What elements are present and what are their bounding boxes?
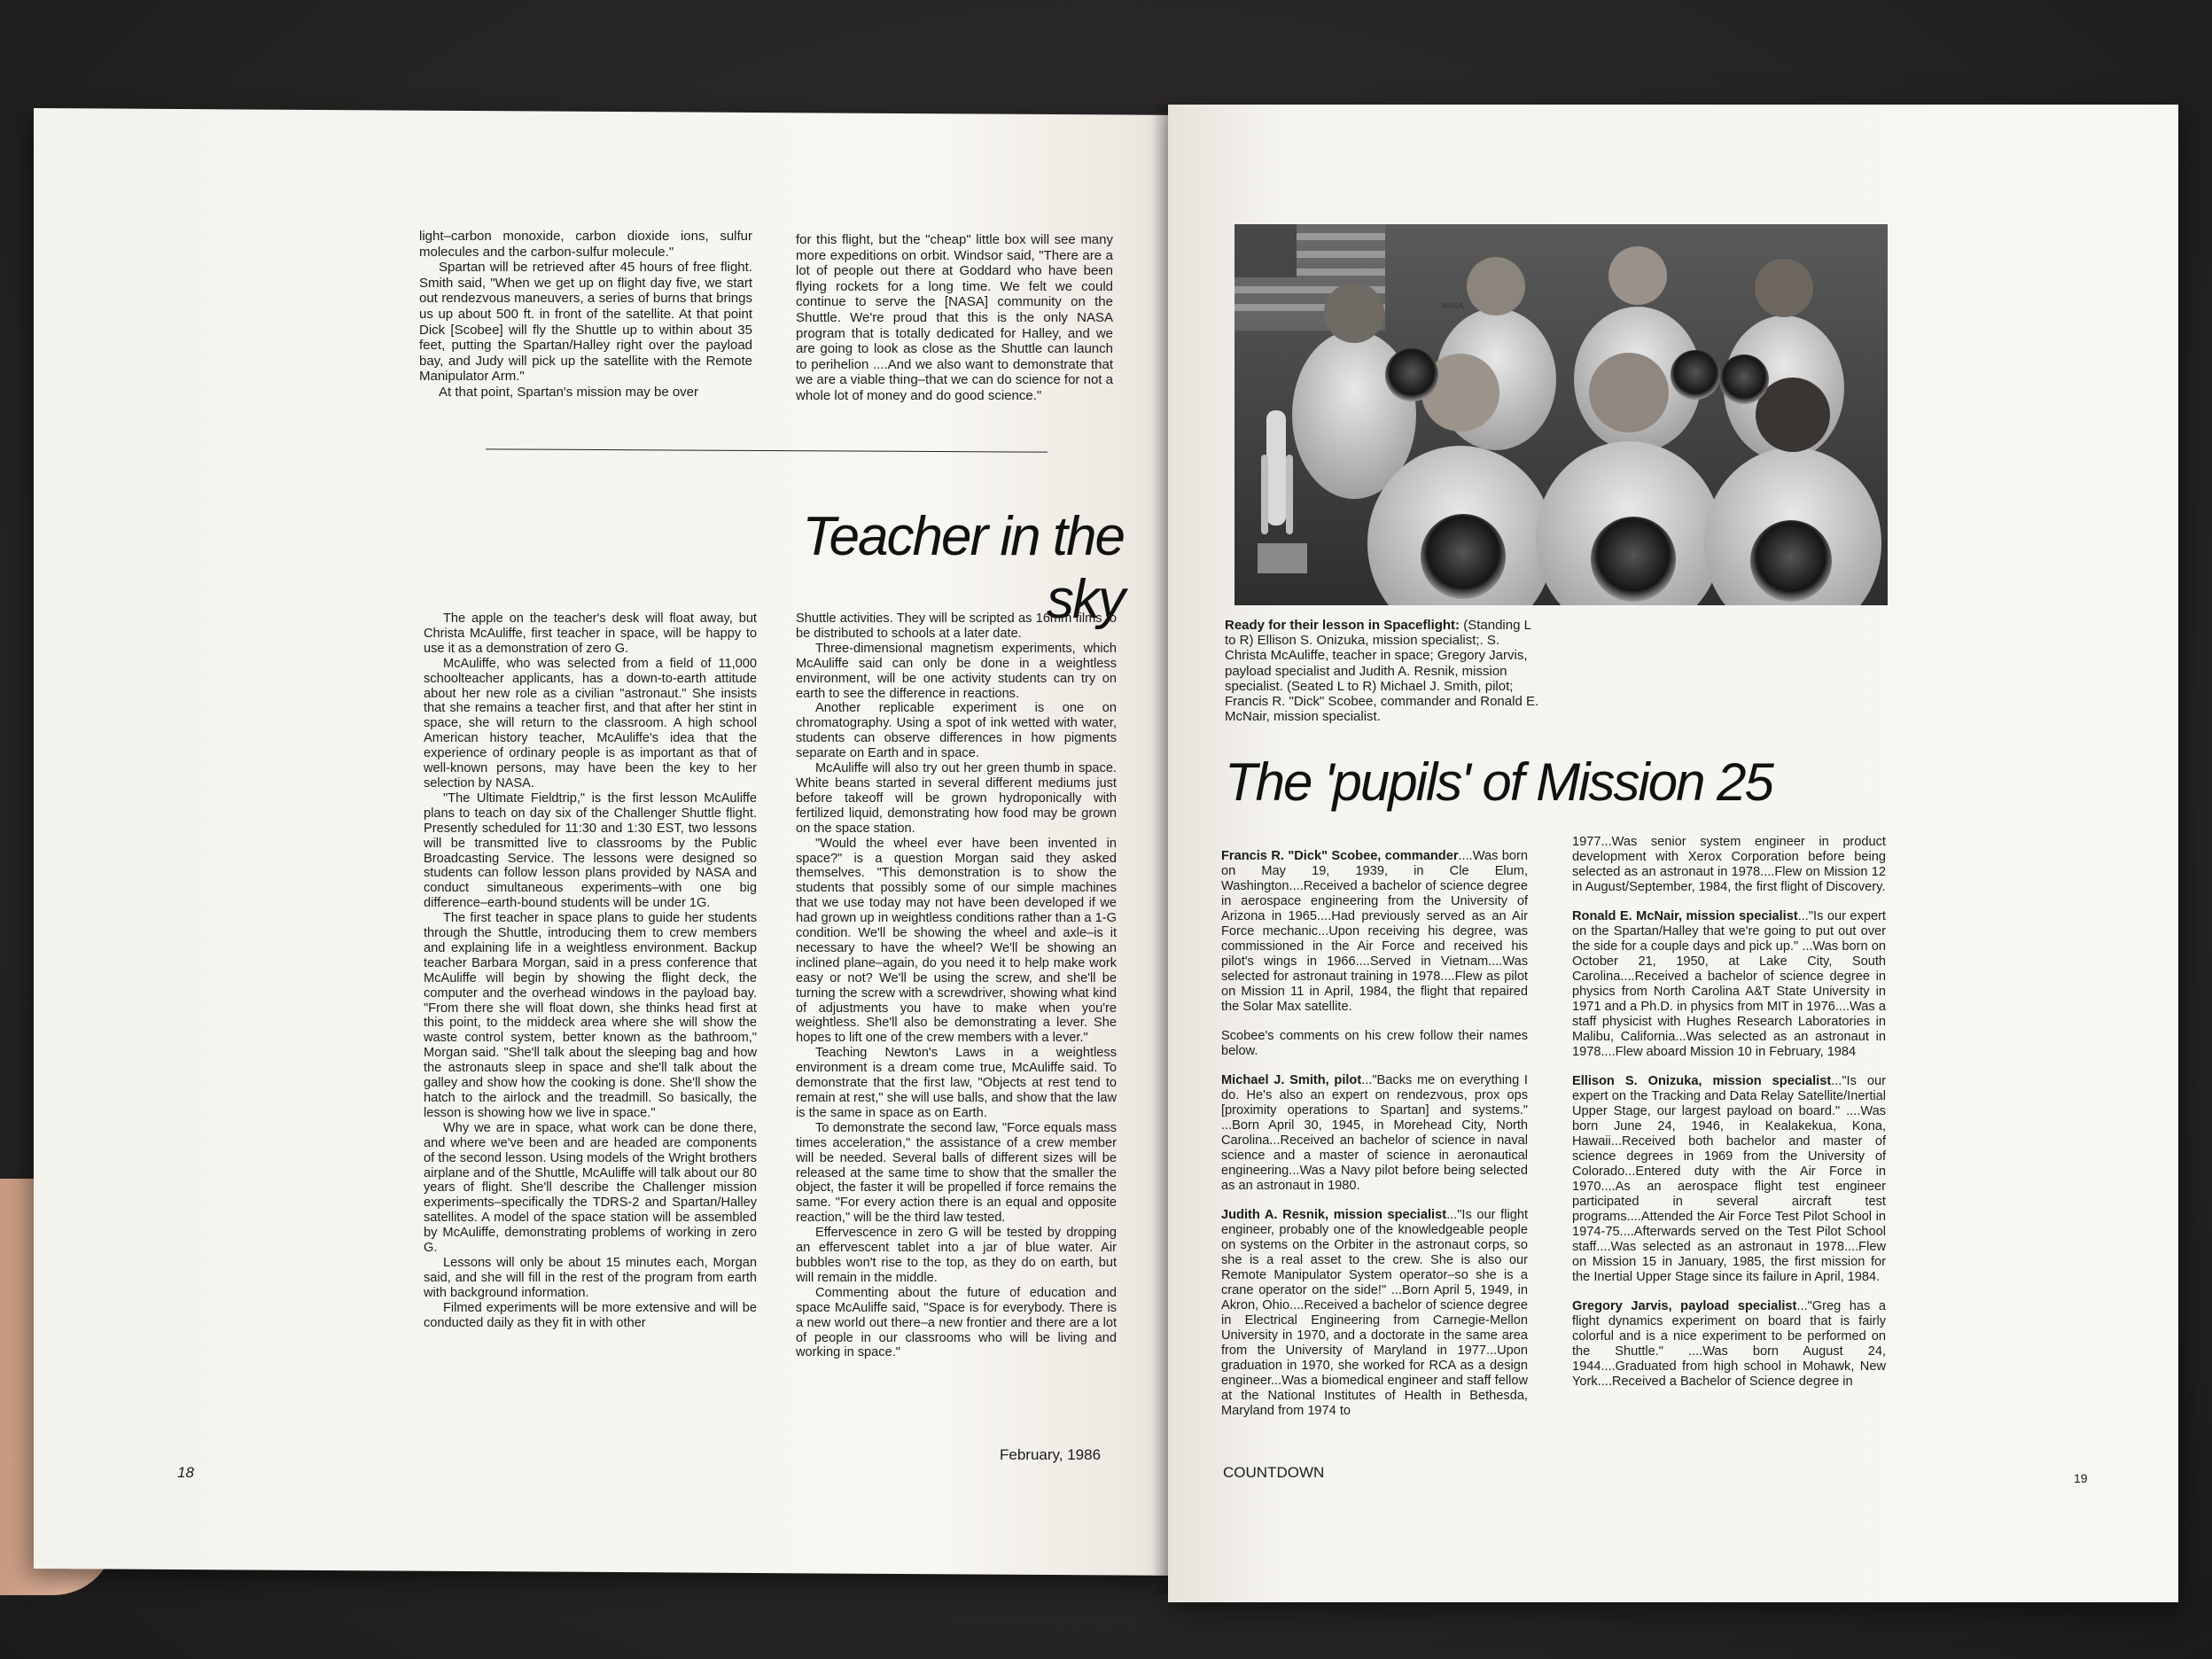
paragraph: McAuliffe, who was selected from a field of 11,000 schoolteacher applicants, has a down-to-earth attitude about her new role as a civilian "astronaut." She insists that she remains a teacher first, and that after her stint in space, she will return to the classroom. A high school American history teacher, McAuliffe's idea that the experience of ordinary people is as important as that of well-known persons, may have been the key to her selection by NASA.	[424, 656, 757, 791]
bio-mcnair	[1572, 909, 1886, 1060]
bio-name: Judith A. Resnik, mission specialist	[1221, 1208, 1447, 1222]
bio-text: ....Was born on May 19, 1939, in Cle Elum, Washington....Received a bachelor of science degree in aerospace engineering from the University of Arizona in 1965....Had previously served as an Air Force mechanic...Upon receiving his degree, was commissioned in the Air Force and received his pilot's wings in 1966....Served in Vietnam....Was selected for astronaut training in 1978....Flew as pilot on Mission 11 in April, 1984, the flight that repaired the Solar Max satellite.	[1221, 849, 1528, 1014]
paragraph: McAuliffe will also try out her green thumb in space. White beans started in several different mediums just before takeoff will be grown hydroponically with fertilized liquid, demonstrating how food may be grown on the space station.	[796, 761, 1117, 836]
bio-jarvis	[1572, 1299, 1886, 1390]
bio-scobee-continued	[1572, 835, 1886, 895]
bio-text: ..."Is our expert on the Tracking and Data Relay Satellite/Inertial Upper Stage, our largest payload on board." ....Was born June 24, 1946, in Kealakekua, Kona, Hawaii...Received both bachelor and master of science degrees in 1969 from the University of Colorado...Entered duty with the Air Force in 1970....As an aerospace flight test engineer participated in several aircraft test programs....Attended the Air Force Test Pilot School in 1974-75....Afterwards served on the Test Pilot School staff....Was selected as an astronaut in 1978....Flew on Mission 15 in January, 1985, the first mission for the Inertial Upper Stage since its failure in April, 1984.	[1572, 1074, 1886, 1284]
bio-text: Scobee's comments on his crew follow their names below.	[1221, 1029, 1528, 1058]
paragraph: for this flight, but the "cheap" little box will see many more expeditions on orbit. Windsor said, "There are a lot of people out there at Goddard who have been flying rockets for a long time. We felt we could continue to serve the [NASA] community on the Shuttle. We're proud that this is the only NASA program that is totally dedicated for Halley, and we are going to look as close as the Shuttle can launch to perihelion ....And we also want to demonstrate that we are a viable thing–that we can do science for not a whole lot of money and do good science."	[796, 232, 1113, 403]
paragraph: Effervescence in zero G will be tested by dropping an effervescent tablet into a jar of blue water. Air bubbles won't rise to the top, as they do on earth, but will remain in the middle.	[796, 1226, 1117, 1285]
left-top-column-2	[796, 232, 1113, 404]
paragraph: Another replicable experiment is one on chromatography. Using a spot of ink wetted with water, students can observe differences in how pigments separate on Earth and in space.	[796, 701, 1117, 761]
nasa-patch-text: NASA	[1442, 301, 1464, 310]
paragraph: Lessons will only be about 15 minutes each, Morgan said, and she will fill in the rest of the program from earth with background information.	[424, 1255, 757, 1300]
paragraph: Teaching Newton's Laws in a weightless environment is a dream come true, McAuliffe said. To demonstrate that the first law, "Objects at rest tend to remain at rest," she will use balls, and show that the law is the same in space as on Earth.	[796, 1046, 1117, 1120]
photo-caption	[1225, 618, 1544, 724]
bio-text: ..."Backs me on everything I do. He's also an expert on rendezvous, prox ops [proximity operations to Spartan] and systems." ...Born April 30, 1945, in Morehead City, North Carolina...Received an bachelor of science in naval science and a master of science in aeronautical engineering...Was a Navy pilot before being selected as an astronaut in 1980.	[1221, 1073, 1528, 1193]
headline-pupils-mission-25: The 'pupils' of Mission 25	[1225, 752, 1772, 812]
bio-column-2	[1572, 835, 1886, 1404]
paragraph: "Would the wheel ever have been invented in space?" is a question Morgan said they asked themselves. "This demonstration is to show the students that possibly some of our simple machines that we use today may not have been developed if we had grown up in weightless conditions rather than a 1-G condition. We'll be showing the wheel and axle–is it necessary to have the wheel? We'll be showing an inclined plane–again, do you need it to help make work easy or not? We'll be using the screw, and she'll be turning the screw with a screwdriver, showing what kind of adjustments you have to make when you're weightless. She'll also be demonstrating a lever. She hopes to lift one of the crew members with a lever."	[796, 836, 1117, 1046]
bio-text: 1977...Was senior system engineer in product development with Xerox Corporation before being selected as an astronaut in 1978....Flew on Mission 12 in August/September, 1984, the first flight of Discovery.	[1572, 835, 1886, 894]
bio-name: Michael J. Smith, pilot	[1221, 1073, 1362, 1087]
headline-teacher-in-the-sky: Teacher in the sky	[802, 506, 1124, 630]
paragraph: Filmed experiments will be more extensive and will be conducted daily as they fit in with other	[424, 1300, 757, 1330]
paragraph: "The Ultimate Fieldtrip," is the first lesson McAuliffe plans to teach on day six of the Challenger Shuttle flight. Presently scheduled for 11:30 and 1:30 EST, two lessons will be transmitted live to classrooms by the Public Broadcasting Service. The lessons were designed so students can follow lesson plans provided by NASA and conduct simultaneous experiments–with one big difference–earth-bound students will be under 1G.	[424, 791, 757, 911]
paragraph: Three-dimensional magnetism experiments, which McAuliffe said can only be done in a weightless environment, will be one activity students can try on earth to see the difference in reactions.	[796, 641, 1117, 701]
bio-intro	[1221, 1029, 1528, 1059]
caption-text: (Standing L to R) Ellison S. Onizuka, mission specialist;. S. Christa McAuliffe, teacher in space; Gregory Jarvis, payload specialist and Judith A. Resnik, mission specialist. (Seated L to R) Michael J. Smith, pilot; Francis R. "Dick" Scobee, commander and Ronald E. McNair, mission specialist.	[1225, 618, 1539, 725]
caption-title: Ready for their lesson in Spaceflight:	[1225, 618, 1460, 633]
bio-name: Ronald E. McNair, mission specialist	[1572, 909, 1798, 923]
bio-scobee	[1221, 849, 1528, 1015]
left-top-column-1	[419, 229, 752, 401]
bio-resnik	[1221, 1208, 1528, 1419]
crew-photo-drawing	[1235, 224, 1888, 605]
article-column-2	[796, 611, 1117, 1360]
bio-onizuka	[1572, 1074, 1886, 1285]
bio-smith	[1221, 1073, 1528, 1194]
paragraph: Shuttle activities. They will be scripted as 16mm films to be distributed to schools at a later date.	[796, 611, 1117, 641]
bio-column-1	[1221, 849, 1528, 1433]
bio-name: Gregory Jarvis, payload specialist	[1572, 1299, 1797, 1313]
bio-text: ..."Greg has a flight dynamics experiment on board that is fairly colorful and is a nice experiment to be performed on the Shuttle." ....Was born August 24, 1944....Graduated from high school in Mohawk, New York....Received a Bachelor of Science degree in	[1572, 1299, 1887, 1389]
paragraph: The apple on the teacher's desk will float away, but Christa McAuliffe, first teacher in space, will be happy to use it as a demonstration of zero G.	[424, 611, 757, 656]
paragraph: To demonstrate the second law, "Force equals mass times acceleration," the assistance of a crew member will be needed. Several balls of different sizes will be released at the same time to show that the smaller the object, the faster it will be propelled if force remains the same. "For every action there is an equal and opposite reaction," will be the third law tested.	[796, 1120, 1117, 1226]
paragraph: The first teacher in space plans to guide her students through the Shuttle, introducing them to crew members and explaining life in a weightless environment. Backup teacher Barbara Morgan, said in a press conference that McAuliffe will begin by showing the flight deck, the computer and the overhead windows in the payload bay. "From there she will float down, she thinks head first at this point, to the middeck area where she will show the waste control system, better known as the bathroom," Morgan said. "She'll talk about the sleeping bag and how the astronauts sleep in space and she'll talk about the galley and show how the cooking is done. She'll show the hatch to the airlock and the treadmill. So basically, the lesson is showing how we live in space."	[424, 911, 757, 1120]
bio-name: Ellison S. Onizuka, mission specialist	[1572, 1074, 1832, 1088]
paragraph: At that point, Spartan's mission may be over	[439, 384, 699, 400]
paragraph: Why we are in space, what work can be done there, and where we've been and are headed are components of the second lesson. Using models of the Wright brothers airplane and of the Shuttle, McAuliffe will talk about our 80 years of flight. She'll describe the Challenger mission experiments–specifically the TDRS-2 and Spartan/Halley satellites. A model of the space station will be assembled by McAuliffe, demonstrating problems of working in zero G.	[424, 1120, 757, 1256]
page-number-right: 19	[2074, 1471, 2088, 1485]
paragraph: light–carbon monoxide, carbon dioxide ions, sulfur molecules and the carbon-sulfur molecule."	[419, 229, 752, 260]
bio-text: ..."Is our flight engineer, probably one of the knowledgeable people on systems on the Orbiter in the astronaut corps, so she is a real asset to the crew. She is also our Remote Manipulator System operator–so she is a crane operator on the side!" ...Born April 5, 1949, in Akron, Ohio....Received a bachelor of science degree in Electrical Engineering from Carnegie-Mellon University in 1970, and a doctorate in the same area from the University of Maryland in 1977...Upon graduation in 1970, she worked for RCA as a design engineer...Was a biomedical engineer and staff fellow at the National Institutes of Health in Bethesda, Maryland from 1974 to	[1221, 1208, 1529, 1418]
paragraph: Spartan will be retrieved after 45 hours of free flight. Smith said, "When we get up on flight day five, we start out rendezvous maneuvers, a series of burns that brings us up about 500 ft. in front of the satellite. At that point Dick [Scobee] will fly the Shuttle up to within about 35 feet, putting the Spartan/Halley right over the payload bay, and Judy will pick up the satellite with the Remote Manipulator Arm."	[419, 260, 752, 385]
page-number-left: 18	[177, 1464, 194, 1481]
bio-text: ..."Is our expert on the Spartan/Halley that we're going to put out over the side for a couple days and pick up." ...Was born on October 21, 1950, at Lake City, South Carolina....Received a bachelor of science degree in physics from North Carolina A&T State University in 1971 and a Ph.D. in physics from MIT in 1976....Was a staff physicist with Hughes Research Laboratories in Malibu, California...Was selected as an astronaut in 1978....Flew aboard Mission 10 in February, 1984	[1572, 909, 1886, 1059]
paragraph: Commenting about the future of education and space McAuliffe said, "Space is for everybody. There is a new world out there–a new frontier and there are a lot of people in our classrooms who will be living and working in space."	[796, 1285, 1117, 1360]
bio-name: Francis R. "Dick" Scobee, commander	[1221, 849, 1459, 863]
magazine-name: COUNTDOWN	[1223, 1464, 1325, 1481]
article-column-1	[424, 611, 757, 1331]
crew-photo	[1235, 224, 1888, 605]
issue-date: February, 1986	[1000, 1446, 1102, 1463]
